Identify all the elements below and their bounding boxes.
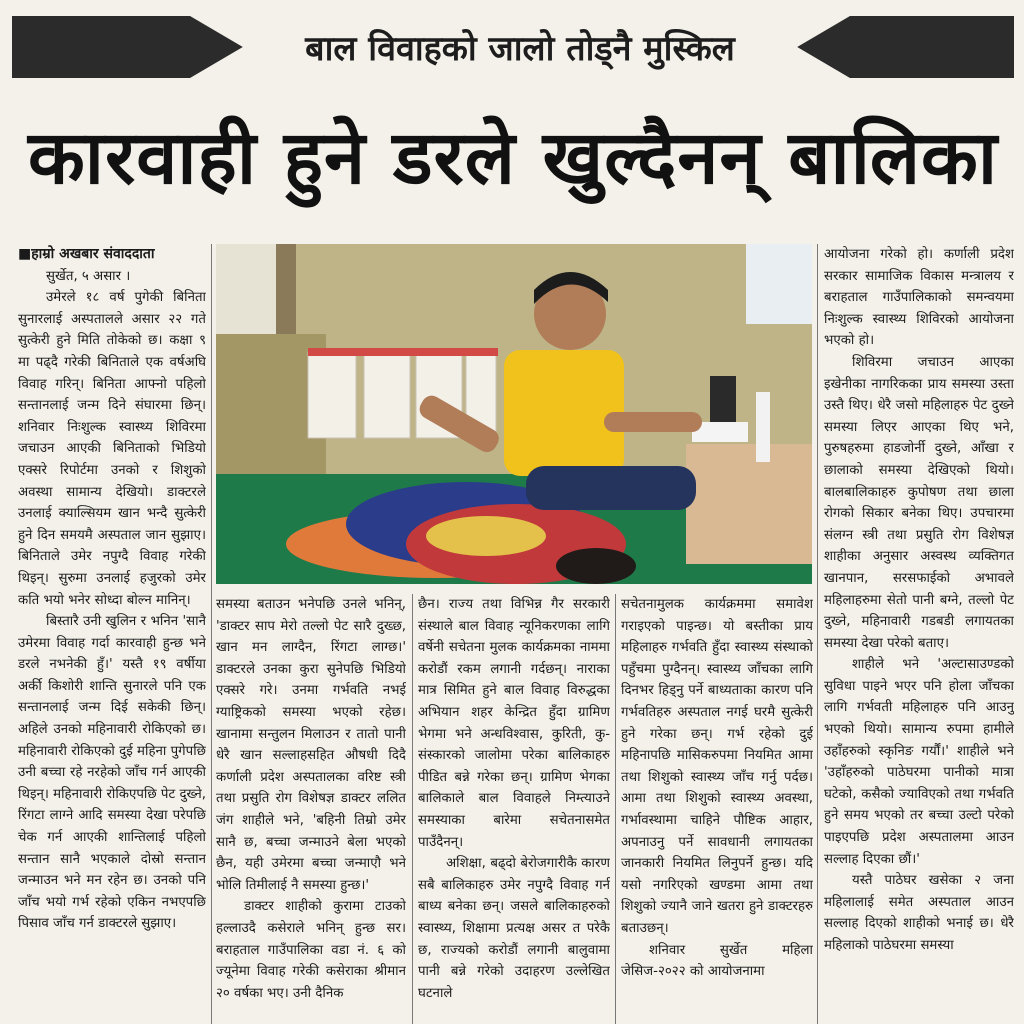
byline: ■हाम्रो अखबार संवाददाता <box>18 246 155 262</box>
paragraph: अशिक्षा, बढ्दो बेरोजगारीकै कारण सबै बालिकाहरु उमेर नपुग्दै विवाह गर्न बाध्य बनेका छन्। जसले बालिकाहरुको स्वास्थ्य, शिक्षामा प्रत्यक्ष असर त परेकै छ, राज्यको करोडौं लगानी बालुवामा पानी बन्ने गरेको उदाहरण उल्लेखित घटनाले <box>418 856 610 1001</box>
paragraph: शिविरमा जचाउन आएका इखेनीका नागरिकका प्राय समस्या उस्ता उस्तै थिए। धेरै जसो महिलाहरु पेट दुख्ने समस्या लिएर आएका थिए भने, पुरुषहरुमा हाडजोर्नी दुख्ने, आँखा र छालाको समस्या देखिएको थियो। बालबालिकाहरु कुपोषण तथा छाला रोगको सिकार बनेका थिए। उपचारमा संलग्न स्त्री तथा प्रसुति रोग विशेषज्ञ शाहीका अनुसार अस्वस्थ व्यक्तिगत खानपान, सरसफाईको अभावले महिलाहरुमा सेतो पानी बग्ने, तल्लो पेट दुख्ने, महिनावारी गडबडी लगायतका समस्या देखा परेको बताए। <box>824 354 1014 651</box>
paragraph: सचेतनामुलक कार्यक्रममा समावेश गराइएको पाइन्छ। यो बस्तीका प्राय महिलाहरु गर्भवति हुँदा स्वास्थ्य संस्थाको पहुँचमा पुग्दैनन्। स्वास्थ्य जाँचका लागि दिनभर हिड्नु पर्ने बाध्यताका कारण पनि गर्भवतिहरु अस्पताल नगई घरमै सुत्केरी हुने गरेका छन्। गर्भ रहेको दुई महिनापछि मासिकरुपमा नियमित आमा तथा शिशुको स्वास्थ्य जाँच गर्नु पर्दछ। आमा तथा शिशुको स्वास्थ्य अवस्था, गर्भावस्थामा चाहिने पौष्टिक आहार, अपनाउनु पर्ने सावधानी लगायतका जानकारी नियमित लिनुपर्ने हुन्छ। यदि यसो नगरिएको खण्डमा आमा तथा शिशुको ज्यानै जाने खतरा हुने डाक्टरहरु बताउछन्। <box>621 597 813 936</box>
article-photo <box>216 244 812 584</box>
paragraph: समस्या बताउन भनेपछि उनले भनिन्, 'डाक्टर साप मेरो तल्लो पेट सारै दुख्छ, खान मन लाग्दैन, रिंगटा लाग्छ।' डाक्टरले उनका कुरा सुनेपछि भिडियो एक्सरे गरे। उनमा गर्भवति नभई ग्याष्ट्रिकको समस्या भएको रहेछ। खानामा सन्तुलन मिलाउन र तातो पानी धेरै खान सल्लाहसहित औषधी दिदै कर्णाली प्रदेश अस्पतालका वरिष्ट स्त्री तथा प्रसुति रोग विशेषज्ञ डाक्टर ललित जंग शाहीले भने, 'बहिनी तिम्रो उमेर सानै छ, बच्चा जन्माउने बेला भएको छैन, यही उमेरमा बच्चा जन्माएौ भने भोलि तिमीलाई नै समस्या हुन्छ।' <box>216 597 406 893</box>
article-column-3 <box>418 594 610 1024</box>
dateline: सुर्खेत, ५ असार । <box>46 268 131 284</box>
headline: कारवाही हुने डरले खुल्दैनन् बालिका <box>27 115 999 201</box>
paragraph: शनिवार सुर्खेत महिला जेसिज-२०२२ को आयोजनामा <box>621 942 813 980</box>
column-divider <box>412 594 413 1024</box>
column-divider <box>615 594 616 1024</box>
paragraph: यस्तै पाठेघर खसेका २ जना महिलालाई समेत अस्पताल आउन सल्लाह दिएको शाहीको भनाई छ। धेरै महिलाको पाठेघरमा समस्या <box>824 873 1014 953</box>
article-column-4 <box>621 594 813 1024</box>
article-column-5 <box>824 244 1014 1024</box>
kicker-text: बाल विवाहको जालो तोड्नै मुस्किल <box>305 29 735 69</box>
article-column-1 <box>18 244 206 1024</box>
paragraph: डाक्टर शाहीको कुरामा टाउको हल्लाउदै कसेराले भनिन् हुन्छ सर। बराहताल गाउँपालिका वडा नं. ६ को ज्यूनेमा विवाह गरेकी कसेराका श्रीमान २० वर्षका भए। उनी दैनिक <box>216 899 406 1001</box>
paragraph: उमेरले १८ वर्ष पुगेकी बिनिता सुनारलाई अस्पतालले असार २२ गते सुत्केरी हुने मिति तोकेको छ। कक्षा ९ मा पढ्दै गरेकी बिनिताले एक वर्षअघि विवाह गरिन्। बिनिता आफ्नो पहिलो सन्तानलाई जन्म दिने संघारमा छिन्। शनिवार निःशुल्क स्वास्थ्य शिविरमा जचाउन आएकी बिनिताको भिडियो एक्सरे रिपोर्टमा उनको र शिशुको अवस्था सामान्य देखियो। डाक्टरले उनलाई क्याल्सियम खान भन्दै सुत्केरी हुने दिन समयमै अस्पताल जान सुझाए। बिनिताले उमेर नपुग्दै विवाह गरेकी थिइन्। सुरुमा उनलाई हजुरको उमेर कति भयो भनेर सोध्दा बोल्न मानिन्। <box>18 290 206 608</box>
paragraph: शाहीले भने 'अल्टासाउण्डको सुविधा पाइने भएर पनि होला जाँचका लागि गर्भवती महिलाहरु पनि आउनु भएको थियो। सामान्य रुपमा हामीले उहाँहरुको स्कृनिङ गर्यौं।' शाहीले भने 'उहाँहरुको पाठेघरमा पानीको मात्रा घटेको, कसैको ज्याविएको तथा गर्भवति हुने समय भएको तर बच्चा उल्टो परेको पाइएपछि प्रदेश अस्पतालमा आउन सल्लाह दिएका छौं।' <box>824 657 1014 867</box>
paragraph: आयोजना गरेको हो। कर्णाली प्रदेश सरकार सामाजिक विकास मन्त्रालय र बराहताल गाउँपालिकाको समन्वयमा निःशुल्क स्वास्थ्य शिविरको आयोजना भएको हो। <box>824 247 1014 349</box>
paragraph: छैन। राज्य तथा विभिन्न गैर सरकारी संस्थाले बाल विवाह न्यूनिकरणका लागि वर्षेनी सचेतना मुलक कार्यक्रमका नाममा करोडौं रकम लगानी गर्दछन्। नाराका मात्र सिमित हुने बाल विवाह विरुद्धका अभियान शहर केन्द्रित हुँदा ग्रामिण भेगमा भने अन्धविश्वास, कुरिती, कु-संस्कारको जालोमा परेका बालिकाहरु पीडित बन्ने गरेका छन्। ग्रामिण भेगका बालिकाले बाल विवाहले निम्त्याउने समस्याका बारेमा सचेतनासमेत पाउँदैनन्। <box>418 597 610 850</box>
column-divider <box>817 244 818 1024</box>
column-divider <box>211 244 212 1024</box>
paragraph: बिस्तारै उनी खुलिन र भनिन 'सानै उमेरमा विवाह गर्दा कारवाही हुन्छ भने डरले नभनेकी हुँ।' यस्तै १९ वर्षीया अर्की किशोरी शान्ति सुनारले पनि एक सन्तानलाई जन्म दिई सकेकी छिन्। अहिले उनको महिनावारी रोकिएको छ। महिनावारी रोकिएको दुई महिना पुगेपछि उनी बच्चा रहे नरहेको जाँच गर्न आएकी थिइन्। महिनावारी रोकिएपछि पेट दुख्ने, रिंगटा लाग्ने आदि समस्या देखा परेपछि चेक गर्न आएकी शान्तिलाई पहिलो सन्तान सानै भएकाले दोस्रो सन्तान जन्माउन भने मन रहेन छ। उनको पनि जाँच भयो गर्भ रहेको एकिन नभएपछि पिसाव जाँच गर्न डाक्टरले सुझाए। <box>18 614 206 932</box>
article-column-2 <box>216 594 406 1024</box>
